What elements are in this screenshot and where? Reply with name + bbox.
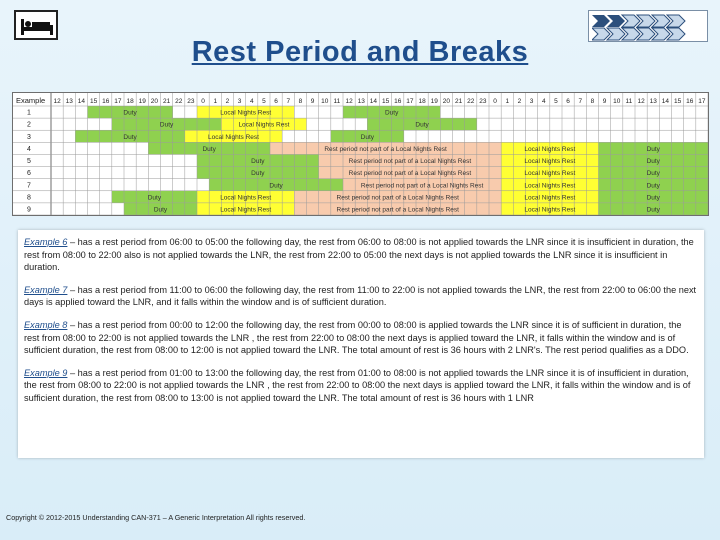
row-label: 1: [27, 109, 31, 117]
hour-tick-label: 2: [225, 98, 230, 105]
hour-tick-label: 12: [345, 98, 353, 105]
segment-label: Local Nights Rest: [208, 133, 259, 141]
hour-tick-label: 19: [138, 98, 146, 105]
hour-tick-label: 21: [162, 98, 171, 105]
hour-tick-label: 7: [578, 98, 583, 105]
segment-label: Rest period not part of a Local Nights Rest: [324, 145, 447, 153]
hour-tick-label: 5: [554, 98, 558, 105]
row-label: 7: [27, 182, 31, 190]
hour-tick-label: 12: [53, 98, 61, 105]
rest-schedule-grid: [12, 92, 709, 216]
hour-tick-label: 14: [661, 98, 670, 105]
hour-tick-label: 11: [333, 98, 341, 105]
hour-tick-label: 23: [479, 98, 487, 105]
segment-label: Rest period not part of a Local Nights Rest: [348, 158, 472, 166]
segment-label: Local Nights Rest: [220, 109, 272, 117]
example-text: – has a rest period from 11:00 to 06:00 the following day, the rest from 11:00 to 22:00 is not applied towards the LNR, the rest from 22:00 to 06:00 the next days is applied toward the LNR, and it falls within the window and is of sufficient duration.: [24, 284, 697, 308]
hour-tick-label: 14: [77, 98, 86, 105]
example-text: – has a rest period from 00:00 to 12:00 the following day, the rest from 00:00 to 08:00 is applied towards the LNR since it is of sufficient in duration, the rest from 08:00 to 22:00 is not applied towards the LNR , the rest from 22:00 to 08:00 the next days is applied toward the LNR, it falls within the window and is of sufficient duration, the rest from 08:00 to 12:00 is not applied toward the LNR. The total amount of rest is 36 hours with 2 LNR's. The rest period qualifies as a DDO.: [24, 319, 689, 356]
hour-tick-label: 11: [625, 98, 633, 105]
hour-tick-label: 18: [126, 98, 134, 105]
segment-label: Duty: [415, 121, 429, 129]
hour-tick-label: 20: [150, 98, 159, 105]
segment-label: Rest period not part of a Local Nights Rest: [360, 182, 484, 190]
segment-label: Local Nights Rest: [220, 194, 272, 202]
hour-tick-label: 0: [493, 98, 497, 105]
segment-label: Duty: [123, 109, 137, 117]
example-label: Example 9: [24, 367, 68, 378]
hour-tick-label: 4: [249, 98, 254, 105]
hour-tick-label: 13: [65, 98, 73, 105]
row-label: 3: [27, 133, 31, 141]
example-paragraph: [24, 367, 698, 405]
segment-label: Duty: [159, 121, 174, 129]
hour-tick-label: 17: [698, 98, 706, 105]
segment-label: Rest period not part of a Local Nights Rest: [336, 206, 459, 214]
row-label: 8: [27, 194, 31, 202]
segment-label: Duty: [646, 206, 660, 214]
hour-tick-label: 0: [201, 98, 205, 105]
schedule-svg: [13, 93, 708, 215]
segment-label: Local Nights Rest: [220, 206, 272, 214]
segment-label: Duty: [153, 206, 168, 214]
hour-tick-label: 8: [298, 98, 303, 105]
example-label: Example 7: [24, 284, 68, 295]
segment-label: Duty: [384, 109, 399, 117]
hour-tick-label: 13: [649, 98, 657, 105]
hour-tick-label: 17: [406, 98, 414, 105]
hour-tick-label: 9: [310, 98, 315, 105]
segment-label: Local Nights Rest: [524, 194, 576, 202]
segment-label: Local Nights Rest: [524, 182, 576, 190]
segment-label: Duty: [646, 158, 660, 166]
segment-label: Rest period not part of a Local Nights Rest: [336, 194, 459, 202]
segment-label: Local Nights Rest: [238, 121, 290, 129]
copyright-footer: Copyright © 2012-2015 Understanding CAN-371 – A Generic Interpretation All rights reserved.: [6, 513, 306, 522]
hour-tick-label: 15: [673, 98, 682, 105]
example-paragraph: [24, 284, 698, 309]
example-text: – has a rest period from 01:00 to 13:00 the following day, the rest from 01:00 to 08:00 is not applied towards the LNR since it is of insufficient in duration, the rest from 08:00 to 22:00 is not applied towards the LNR , the rest from 22:00 to 08:00 the next days is applied toward the LNR, it falls within the window and is of sufficient duration, the rest from 08:00 to 13:00 is not applied toward the LNR. The total amount of rest is 36 hours with 1 LNR: [24, 367, 691, 403]
row-label: 6: [27, 170, 31, 178]
hour-tick-label: 1: [505, 98, 510, 105]
hour-tick-label: 22: [175, 98, 183, 105]
examples-panel: [18, 230, 704, 458]
segment-label: Local Nights Rest: [524, 158, 576, 166]
hour-tick-label: 5: [262, 98, 266, 105]
segment-label: Duty: [646, 182, 660, 190]
hour-tick-label: 3: [529, 98, 534, 105]
hour-tick-label: 16: [102, 98, 110, 105]
hour-tick-label: 4: [541, 98, 546, 105]
segment-label: Duty: [646, 194, 660, 202]
page-title: Rest Period and Breaks: [191, 36, 529, 68]
segment-label: Rest period not part of a Local Nights Rest: [348, 170, 472, 178]
hour-tick-label: 15: [89, 98, 98, 105]
hour-tick-label: 10: [613, 98, 621, 105]
hour-tick-label: 15: [381, 98, 390, 105]
hour-tick-label: 6: [274, 98, 278, 105]
hour-tick-label: 12: [637, 98, 645, 105]
hour-tick-label: 16: [686, 98, 694, 105]
example-label: Example 6: [24, 237, 68, 247]
segment-label: Duty: [646, 170, 660, 178]
segment-label: Duty: [269, 182, 283, 190]
segment-label: Local Nights Rest: [524, 206, 576, 214]
example-paragraph: [24, 319, 698, 357]
hour-tick-label: 13: [357, 98, 365, 105]
row-label: 9: [27, 206, 31, 214]
segment-label: Duty: [251, 158, 265, 166]
hour-tick-label: 2: [517, 98, 522, 105]
hour-tick-label: 19: [430, 98, 438, 105]
example-label: Example 8: [24, 319, 68, 330]
hour-tick-label: 6: [566, 98, 570, 105]
hour-tick-label: 14: [369, 98, 378, 105]
row-label: 4: [27, 145, 31, 153]
hour-tick-label: 22: [467, 98, 475, 105]
hour-tick-label: 23: [187, 98, 195, 105]
row-label: 2: [27, 121, 31, 129]
hour-tick-label: 10: [321, 98, 329, 105]
hour-tick-label: 18: [418, 98, 426, 105]
segment-label: Duty: [147, 194, 162, 202]
example-paragraph: [24, 236, 698, 274]
hour-tick-label: 16: [394, 98, 402, 105]
header-label: Example: [16, 96, 46, 105]
hour-tick-label: 7: [286, 98, 291, 105]
hour-tick-label: 3: [237, 98, 242, 105]
segment-label: Duty: [123, 133, 137, 141]
segment-label: Duty: [360, 133, 375, 141]
segment-label: Local Nights Rest: [524, 145, 576, 153]
example-text: – has a rest period from 06:00 to 05:00 the following day, the rest from 06:00 to 08:00 is not applied towards the LNR since it is insufficient in duration, the rest from 08:00 to 22:00 also is not applied towards the LNR, the rest from 22:00 to 05:00 the next days is not applied towards the LNR since it is insufficient in duration.: [24, 237, 694, 273]
segment-label: Duty: [646, 145, 660, 153]
segment-label: Local Nights Rest: [524, 170, 576, 178]
hour-tick-label: 1: [213, 98, 218, 105]
segment-label: Duty: [202, 145, 216, 153]
hour-tick-label: 9: [602, 98, 607, 105]
row-label: 5: [27, 158, 31, 166]
hour-tick-label: 20: [442, 98, 451, 105]
hour-tick-label: 21: [454, 98, 463, 105]
segment-label: Duty: [251, 170, 265, 178]
hour-tick-label: 8: [590, 98, 595, 105]
hour-tick-label: 17: [114, 98, 122, 105]
